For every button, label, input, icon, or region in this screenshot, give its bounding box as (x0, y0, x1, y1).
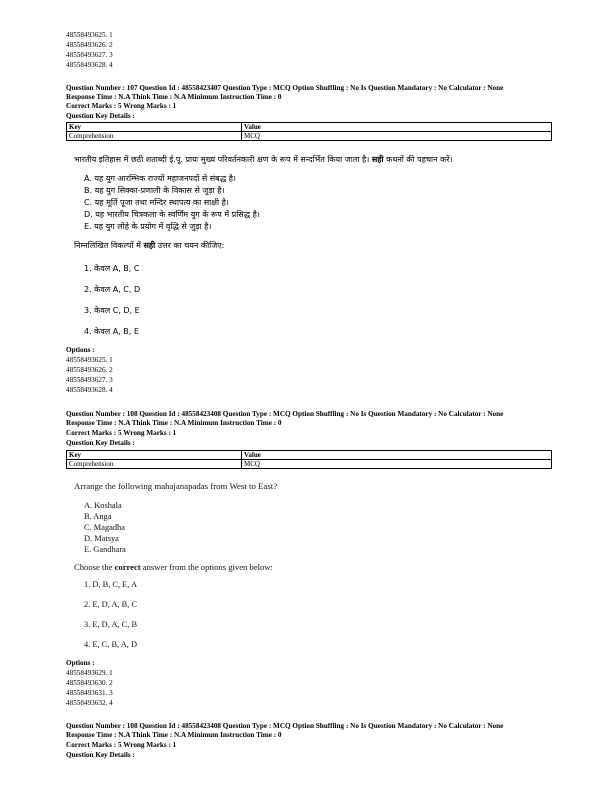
q108-option-4: 48558493632. 4 (66, 699, 113, 707)
q108-choice-3: 3. E, D, A, C, B (84, 620, 138, 629)
q107-header-line2: Response Time : N.A Think Time : N.A Minimum Instruction Time : 0 (66, 93, 282, 101)
q107-table-header-value: Value (242, 123, 552, 132)
top-option-1: 48558493625. 1 (66, 31, 113, 39)
q108b-key-details-label: Question Key Details : (66, 751, 135, 759)
q108-header-line1: Question Number : 108 Question Id : 48558423408 Question Type : MCQ Option Shuffling : No Is Question Mandatory : No Calculator : None (66, 410, 504, 418)
q108-choice-2: 2. E, D, A, B, C (84, 600, 138, 609)
q107-table-header-key: Key (67, 123, 242, 132)
q107-option-2: 48558493626. 2 (66, 366, 113, 374)
q107-choice-3: 3. केवल C, D, E (84, 306, 140, 315)
q108-choice-1: 1. D, B, C, E, A (84, 580, 138, 589)
q108-instruction: Choose the correct answer from the options given below: (74, 562, 273, 572)
q108-table-cell-value: MCQ (242, 460, 552, 469)
q107-marks: Correct Marks : 5 Wrong Marks : 1 (66, 102, 177, 110)
q108-option-1: 48558493629. 1 (66, 669, 113, 677)
q108-statement-c: C. Magadha (84, 523, 125, 532)
q108-question-text: Arrange the following mahajanapadas from West to East? (74, 481, 278, 491)
q107-choice-1: 1. केवल A, B, C (84, 264, 140, 273)
q108-statement-d: D. Matsya (84, 534, 119, 543)
q108-table-cell-key: Comprehension (67, 460, 242, 469)
q108b-header-line2: Response Time : N.A Think Time : N.A Minimum Instruction Time : 0 (66, 731, 282, 739)
q107-instruction: निम्नलिखित विकल्पों में सही उत्तर का चयन कीजिए: (74, 241, 225, 250)
q108b-header-line1: Question Number : 108 Question Id : 48558423408 Question Type : MCQ Option Shuffling : No Is Question Mandatory : No Calculator : None (66, 722, 504, 730)
q107-options-label: Options : (66, 346, 95, 354)
q108-key-table (66, 450, 552, 469)
q107-table-cell-key: Comprehension (67, 132, 242, 141)
q107-table-cell-value: MCQ (242, 132, 552, 141)
q108-option-2: 48558493630. 2 (66, 679, 113, 687)
q107-key-table (66, 122, 552, 141)
q107-statement-e: E. यह युग लोहे के प्रयोग में वृद्धि से जुड़ा है। (84, 222, 212, 231)
q108-statement-e: E. Gandhara (84, 545, 126, 554)
q107-choice-2: 2. केवल A, C, D (84, 285, 141, 294)
q108-marks: Correct Marks : 5 Wrong Marks : 1 (66, 429, 177, 437)
q108-option-3: 48558493631. 3 (66, 689, 113, 697)
q107-statement-c: C. यह मूर्ति पूजा तथा मन्दिर स्थापत्य का साक्षी है। (84, 198, 229, 207)
q107-question-text: भारतीय इतिहास में छठी शताब्दी ई.पू. प्रायः मुख्य परिवर्तनकारी क्षण के रूप में सन्दर्भित किया जाता है। सही कथनों की पहचान करें। (74, 155, 453, 164)
q108-statement-a: A. Koshala (84, 501, 122, 510)
q108-table-header-key: Key (67, 451, 242, 460)
q108-header-line2: Response Time : N.A Think Time : N.A Minimum Instruction Time : 0 (66, 419, 282, 427)
q107-option-3: 48558493627. 3 (66, 376, 113, 384)
q108b-marks: Correct Marks : 5 Wrong Marks : 1 (66, 741, 177, 749)
q108-options-label: Options : (66, 659, 95, 667)
q108-key-details-label: Question Key Details : (66, 439, 135, 447)
q107-option-1: 48558493625. 1 (66, 356, 113, 364)
q107-statement-a: A. यह युग आरम्भिक राज्यों महाजनपदों से संबद्ध है। (84, 174, 236, 183)
top-option-4: 48558493628. 4 (66, 61, 113, 69)
q108-statement-b: B. Anga (84, 512, 112, 521)
q107-key-details-label: Question Key Details : (66, 112, 135, 120)
q108-choice-4: 4. E, C, B, A, D (84, 640, 138, 649)
q107-option-4: 48558493628. 4 (66, 386, 113, 394)
q107-header-line1: Question Number : 107 Question Id : 48558423407 Question Type : MCQ Option Shuffling : No Is Question Mandatory : No Calculator : None (66, 84, 504, 92)
q108-table-header-value: Value (242, 451, 552, 460)
top-option-3: 48558493627. 3 (66, 51, 113, 59)
q107-statement-b: B. यह युग सिक्का-प्रणाली के विकास से जुड़ा है। (84, 186, 225, 195)
top-option-2: 48558493626. 2 (66, 41, 113, 49)
q107-choice-4: 4. केवल A, B, E (84, 327, 139, 336)
q107-statement-d: D. यह भारतीय चित्रकला के स्वर्णिम युग के रूप में प्रसिद्ध है। (84, 210, 260, 219)
